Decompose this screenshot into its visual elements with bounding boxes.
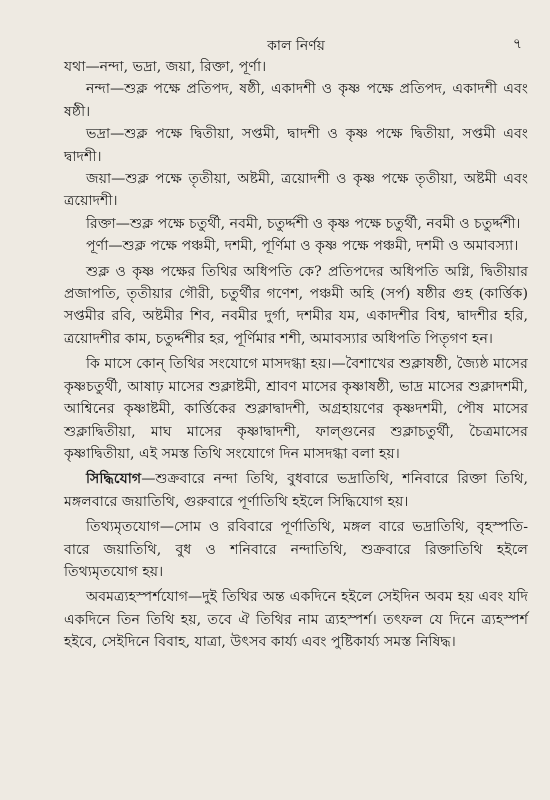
paragraph-text: নন্দা—শুক্ল পক্ষে প্রতিপদ, ষষ্ঠী, একাদশী ও কৃষ্ণ পক্ষে প্রতিপদ, একাদশী এবং ষষ্ঠী।	[64, 81, 528, 120]
paragraph	[64, 261, 528, 351]
paragraph-text: জয়া—শুক্ল পক্ষে তৃতীয়া, অষ্টমী, ত্রয়োদশী ও কৃষ্ণ পক্ষে তৃতীয়া, অষ্টমী এবং ত্রয়োদশী।	[64, 171, 528, 210]
paragraph-text: ভদ্রা—শুক্ল পক্ষে দ্বিতীয়া, সপ্তমী, দ্বাদশী ও কৃষ্ণ পক্ষে দ্বিতীয়া, সপ্তমী এবং দ্বাদশী।	[64, 126, 528, 165]
paragraph	[64, 586, 528, 653]
paragraph-text: —শুক্রবারে নন্দা তিথি, বুধবারে ভদ্রাতিথি, শনিবারে রিক্তা তিথি, মঙ্গলবারে জয়াতিথি, গুরুবারে পূর্ণাতিথি হইলে সিদ্ধিযোগ হয়।	[64, 471, 528, 510]
paragraph-text: পূর্ণা—শুক্ল পক্ষে পঞ্চমী, দশমী, পূর্ণিমা ও কৃষ্ণ পক্ষে পঞ্চমী, দশমী ও অমাবস্যা।	[86, 238, 519, 255]
page-header	[64, 28, 528, 56]
paragraph	[64, 56, 528, 78]
paragraph	[64, 78, 528, 123]
paragraph	[64, 235, 528, 257]
paragraph-text: কি মাসে কোন্ তিথির সংযোগে মাসদগ্ধা হয়।—বৈশাখের শুক্লাষষ্ঠী, জ্যৈষ্ঠ মাসের কৃষ্ণচতুর্থী, আষাঢ় মাসের শুক্লাষ্টমী, শ্রাবণ মাসের কৃষ্ণাষষ্ঠী, ভাদ্র মাসের শুক্লাদশমী, আশ্বিনের কৃষ্ণাষ্টমী, কার্ত্তিকের শুক্লাদ্বাদশী, অগ্রহায়ণের কৃষ্ণদশমী, পৌষ মাসের শুক্লাদ্বিতীয়া, মাঘ মাসের কৃষ্ণাদ্বাদশী, ফাল্গুনের শুক্লাচতুর্থী, চৈত্রমাসের কৃষ্ণাদ্বিতীয়া, এই সমস্ত তিথি সংযোগে দিন মাসদগ্ধা বলা হয়।	[64, 356, 528, 462]
paragraph-lead: সিদ্ধিযোগ	[86, 471, 142, 488]
paragraph	[64, 213, 528, 235]
paragraph	[64, 516, 528, 583]
body-text	[64, 56, 528, 654]
paragraph	[64, 468, 528, 513]
paragraph-text: তিথ্যমৃতযোগ—সোম ও রবিবারে পূর্ণাতিথি, মঙ্গল বারে ভদ্রাতিথি, বৃহস্পতি- বারে জয়াতিথি, বুধ ও শনিবারে নন্দাতিথি, শুক্রবারে রিক্তাতিথি হইলে তিথ্যমৃতযোগ হয়।	[64, 519, 528, 580]
paragraph	[64, 353, 528, 465]
paragraph-text: অবমত্র্যহস্পর্শযোগ—দুই তিথির অন্ত একদিনে হইলে সেইদিন অবম হয় এবং যদি একদিনে তিন তিথি হয়, তবে ঐ তিথির নাম ত্র্যহস্পর্শ। তৎফল যে দিনে ত্র্যহস্পর্শ হইবে, সেইদিনে বিবাহ, যাত্রা, উৎসব কার্য্য এবং পুষ্টিকার্য্য সমস্ত নিষিদ্ধ।	[64, 589, 528, 651]
paragraph-text: যথা—নন্দা, ভদ্রা, জয়া, রিক্তা, পূর্ণা।	[64, 59, 267, 75]
paragraph-text: শুক্ল ও কৃষ্ণ পক্ষের তিথির অধিপতি কে? প্রতিপদের অধিপতি অগ্নি, দ্বিতীয়ার প্রজাপতি, তৃতীয়ার গৌরী, চতুর্থীর গণেশ, পঞ্চমী অহি (সর্প) ষষ্ঠীর গুহ (কার্ত্তিক) সপ্তমীর রবি, অষ্টমীর শিব, নবমীর দুর্গা, দশমীর যম, একাদশীর বিশ্ব, দ্বাদশীর হরি, ত্রয়োদশীর কাম, চতুর্দ্দশীর হর, পূর্ণিমার শশী, অমাবস্যার অধিপতি পিতৃগণ হন।	[64, 263, 528, 347]
paragraph-text: রিক্তা—শুক্ল পক্ষে চতুর্থী, নবমী, চতুর্দ্দশী ও কৃষ্ণ পক্ষে চতুর্থী, নবমী ও চতুর্দ্দশী।	[86, 215, 521, 232]
paragraph	[64, 123, 528, 168]
page-number: ৭	[512, 36, 522, 52]
paragraph	[64, 168, 528, 213]
page-title: কাল নির্ণয়	[267, 38, 325, 54]
